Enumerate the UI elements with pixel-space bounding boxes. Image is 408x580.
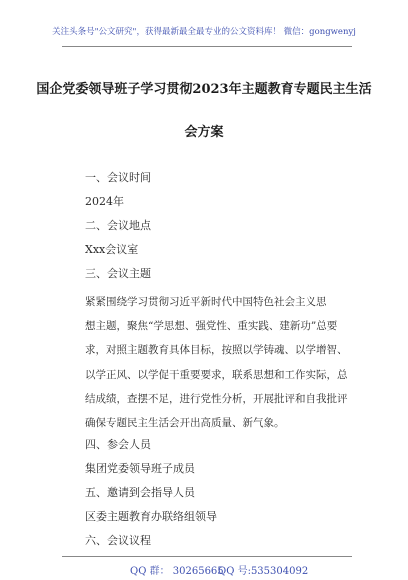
paragraph-line: 想主题，聚焦“学思想、强党性、重实践、建新功”总要	[85, 320, 338, 333]
theme-paragraph	[85, 290, 349, 435]
section-heading-attendees: 四、参会人员	[85, 438, 151, 451]
guests-value: 区委主题教育办联络组领导	[85, 510, 217, 523]
section-heading-location: 二、会议地点	[85, 219, 151, 232]
section-heading-guests: 五、邀请到会指导人员	[85, 486, 195, 499]
document-title-line-2: 会方案	[184, 125, 224, 140]
paragraph-line: 以学正风、以学促干重要要求，联系思想和工作实际，总	[85, 368, 348, 381]
header-banner: 关注头条号"公文研究"，获得最新最全最专业的公文资料库！ 微信：gongwenyj	[52, 27, 356, 37]
paragraph-line: 确保专题民主生活会开出高质量、新气象。	[85, 417, 285, 430]
header-divider	[62, 46, 352, 47]
footer-divider	[62, 556, 352, 557]
document-title-line-1: 国企党委领导班子学习贯彻2023年主题教育专题民主生活	[36, 82, 372, 97]
section-heading-theme: 三、会议主题	[85, 267, 151, 280]
section-heading-time: 一、会议时间	[85, 171, 151, 184]
footer-qq-number: QQ 号:535304092	[218, 566, 309, 577]
meeting-location-value: Xxx会议室	[85, 243, 139, 256]
meeting-time-value: 2024年	[85, 195, 124, 208]
section-heading-agenda: 六、会议议程	[85, 534, 151, 547]
footer-qq-group: QQ 群： 30265665	[130, 566, 224, 577]
attendees-value: 集团党委领导班子成员	[85, 462, 195, 475]
paragraph-line: 结成绩，查摆不足，进行党性分析，开展批评和自我批评	[85, 392, 348, 405]
paragraph-line: 求，对照主题教育具体目标，按照以学铸魂、以学增智、	[85, 344, 348, 357]
paragraph-line: 紧紧围绕学习贯彻习近平新时代中国特色社会主义思	[85, 296, 327, 308]
